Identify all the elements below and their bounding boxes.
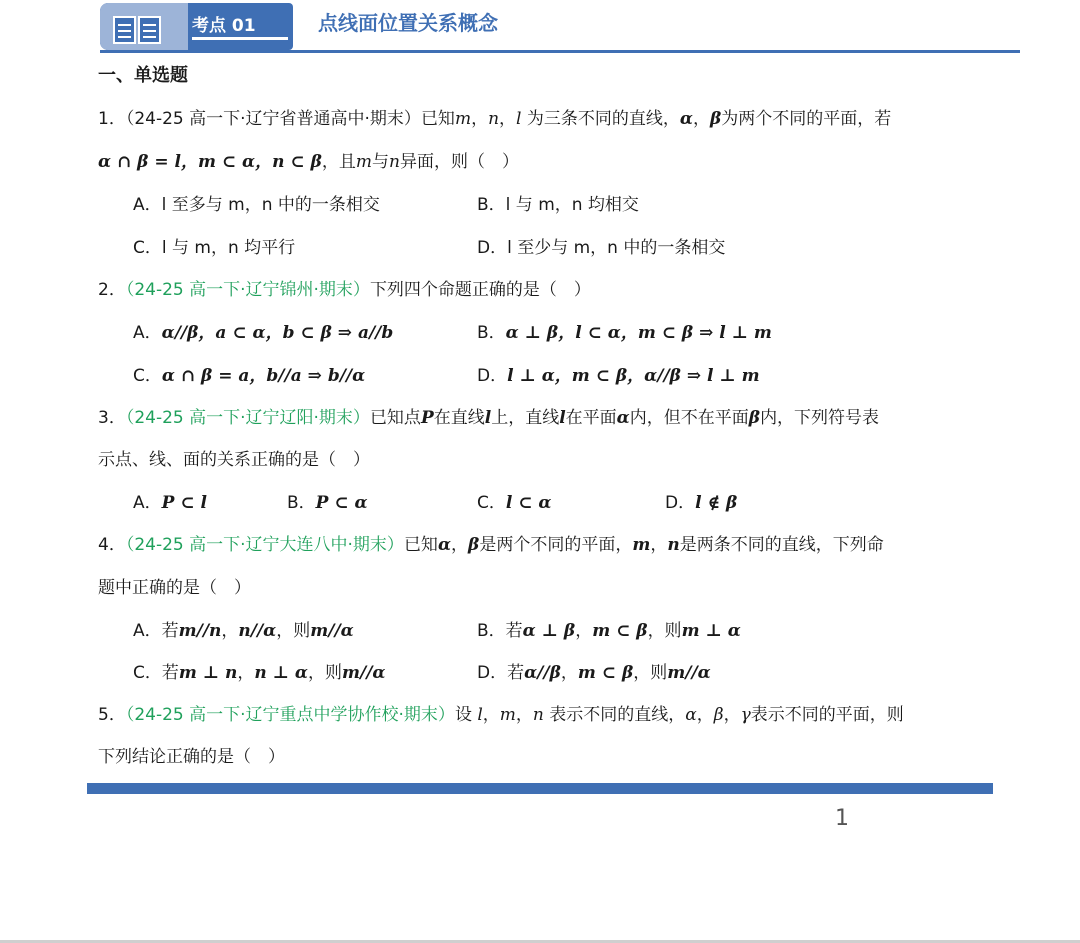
question-number: 5． — [98, 705, 126, 725]
q4-option-d[interactable]: D．若α//β，m ⊂ β，则m//α — [477, 663, 711, 683]
question-source: （24-25 高一下·辽宁大连八中·期末） — [125, 535, 404, 555]
question-3-line-1: 3．（24-25 高一下·辽宁辽阳·期末）已知点P在直线l上，直线l在平面α内，但不在平面β内，下列符号表 — [98, 408, 880, 428]
q1-option-c[interactable]: C．l 与 m，n 均平行 — [133, 238, 296, 258]
q4-option-a[interactable]: A．若m//n，n//α，则m//α — [133, 621, 354, 641]
question-type-heading: 一、单选题 — [98, 65, 188, 86]
question-source: （24-25 高一下·辽宁省普通高中·期末） — [125, 109, 421, 129]
question-number: 4． — [98, 535, 126, 555]
q3-option-a[interactable]: A．P ⊂ l — [133, 493, 207, 513]
q2-option-b[interactable]: B．α ⊥ β，l ⊂ α，m ⊂ β ⇒ l ⊥ m — [477, 323, 772, 343]
question-4-line-1: 4．（24-25 高一下·辽宁大连八中·期末）已知α，β是两个不同的平面，m，n是两条不同的直线，下列命 — [98, 535, 884, 555]
question-5-line-2: 下列结论正确的是（ ） — [98, 747, 285, 767]
question-4-line-2: 题中正确的是（ ） — [98, 578, 251, 598]
page-number: 1 — [835, 806, 849, 831]
header-divider — [100, 50, 1020, 53]
question-3-line-2: 示点、线、面的关系正确的是（ ） — [98, 450, 370, 470]
q1-option-a[interactable]: A．l 至多与 m，n 中的一条相交 — [133, 195, 380, 215]
question-2-line-1: 2．（24-25 高一下·辽宁锦州·期末）下列四个命题正确的是（ ） — [98, 280, 591, 300]
tab-underline — [192, 37, 288, 40]
question-1-line-1: 1．（24-25 高一下·辽宁省普通高中·期末）已知m，n，l 为三条不同的直线，α，β为两个不同的平面，若 — [98, 109, 892, 129]
question-1-line-2: α ∩ β = l，m ⊂ α，n ⊂ β，且m与n异面，则（ ） — [98, 152, 519, 172]
question-5-line-1: 5．（24-25 高一下·辽宁重点中学协作校·期末）设 l，m，n 表示不同的直线，α，β，γ表示不同的平面，则 — [98, 705, 904, 725]
question-number: 2． — [98, 280, 126, 300]
question-number: 3． — [98, 408, 126, 428]
book-icon — [113, 15, 161, 45]
q1-option-d[interactable]: D．l 至少与 m，n 中的一条相交 — [477, 238, 726, 258]
tab-label: 考点 01 — [192, 16, 256, 36]
section-title: 点线面位置关系概念 — [318, 11, 498, 35]
q4-option-c[interactable]: C．若m ⊥ n，n ⊥ α，则m//α — [133, 663, 386, 683]
q2-option-a[interactable]: A．α//β，a ⊂ α，b ⊂ β ⇒ a//b — [133, 323, 394, 343]
footer-bar — [87, 783, 993, 794]
question-number: 1． — [98, 109, 126, 129]
q1-option-b[interactable]: B．l 与 m，n 均相交 — [477, 195, 639, 215]
question-source: （24-25 高一下·辽宁辽阳·期末） — [125, 408, 370, 428]
q2-option-c[interactable]: C．α ∩ β = a，b//a ⇒ b//α — [133, 366, 366, 386]
q4-option-b[interactable]: B．若α ⊥ β，m ⊂ β，则m ⊥ α — [477, 621, 741, 641]
q3-option-d[interactable]: D．l ∉ β — [665, 493, 738, 513]
question-source: （24-25 高一下·辽宁锦州·期末） — [125, 280, 370, 300]
q2-option-d[interactable]: D．l ⊥ α，m ⊂ β，α//β ⇒ l ⊥ m — [477, 366, 760, 386]
q3-option-c[interactable]: C．l ⊂ α — [477, 493, 552, 513]
q3-option-b[interactable]: B．P ⊂ α — [287, 493, 368, 513]
question-source: （24-25 高一下·辽宁重点中学协作校·期末） — [125, 705, 455, 725]
